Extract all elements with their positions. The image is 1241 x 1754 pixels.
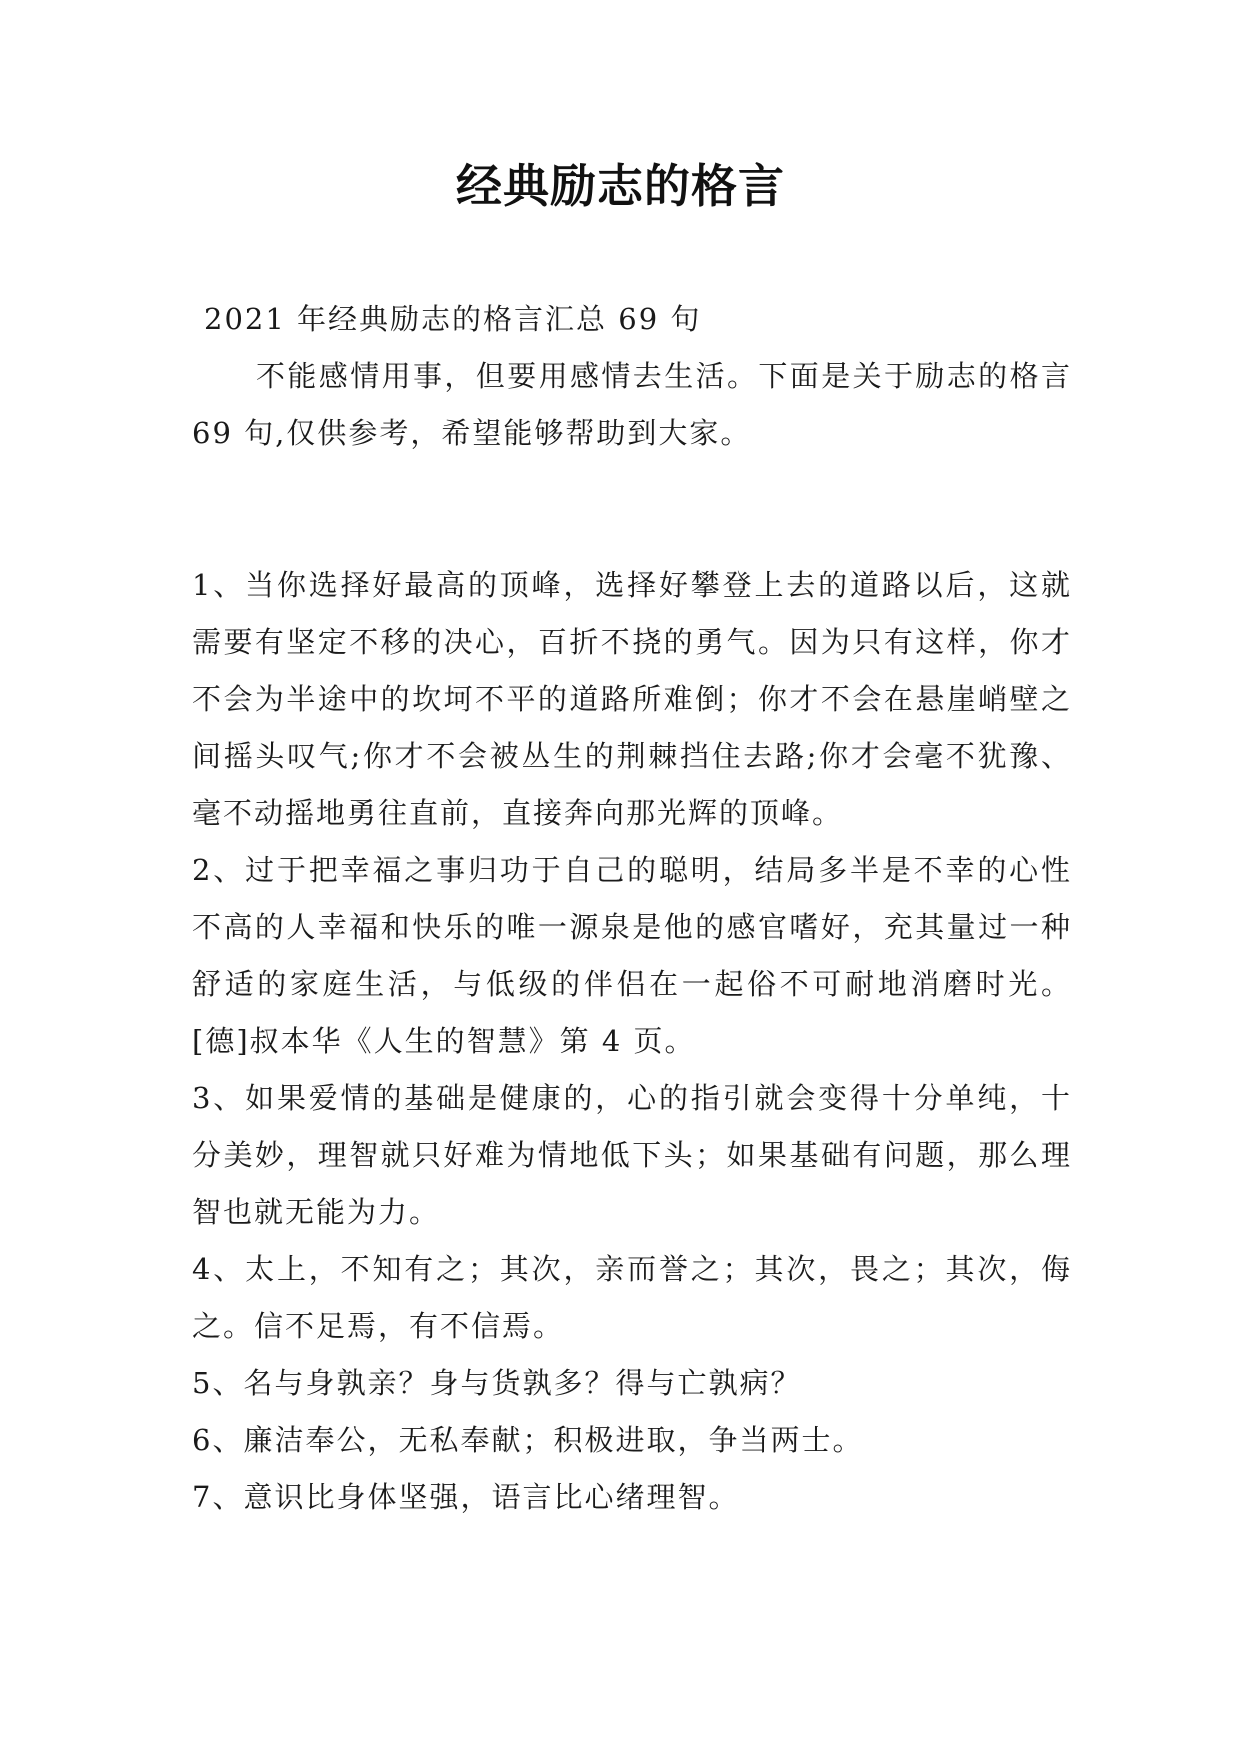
quote-item-7: 7、意识比身体坚强，语言比心绪理智。 [192,1480,740,1514]
quote-item-4: 4、太上，不知有之；其次，亲而誉之；其次，畏之；其次，侮之。信不足焉，有不信焉。 [192,1252,1072,1343]
document-title: 经典励志的格言 [456,159,785,213]
quote-item-6: 6、廉洁奉公，无私奉献；积极进取，争当两士。 [192,1423,864,1457]
intro-paragraph: 不能感情用事，但要用感情去生活。下面是关于励志的格言 69 句,仅供参考，希望能够帮助到大家。 [192,359,1072,450]
quote-item-3: 3、如果爱情的基础是健康的，心的指引就会变得十分单纯，十分美妙，理智就只好难为情地低下头；如果基础有问题，那么理智也就无能为力。 [192,1081,1072,1229]
quote-item-2: 2、过于把幸福之事归功于自己的聪明，结局多半是不幸的心性不高的人幸福和快乐的唯一源泉是他的感官嗜好，充其量过一种舒适的家庭生活，与低级的伴侣在一起俗不可耐地消磨时光。[德]叔本华《人生的智慧》第 4 页。 [192,853,1072,1058]
document-subtitle: 2021 年经典励志的格言汇总 69 句 [204,302,702,336]
quote-item-5: 5、名与身孰亲？身与货孰多？得与亡孰病？ [192,1366,802,1400]
paragraph-spacer [192,462,1072,557]
document-body [192,291,1072,1526]
quote-item-1: 1、当你选择好最高的顶峰，选择好攀登上去的道路以后，这就需要有坚定不移的决心，百折不挠的勇气。因为只有这样，你才不会为半途中的坎坷不平的道路所难倒；你才不会在悬崖峭壁之间摇头叹气;你才不会被丛生的荆棘挡住去路;你才会毫不犹豫、毫不动摇地勇往直前，直接奔向那光辉的顶峰。 [192,568,1072,830]
